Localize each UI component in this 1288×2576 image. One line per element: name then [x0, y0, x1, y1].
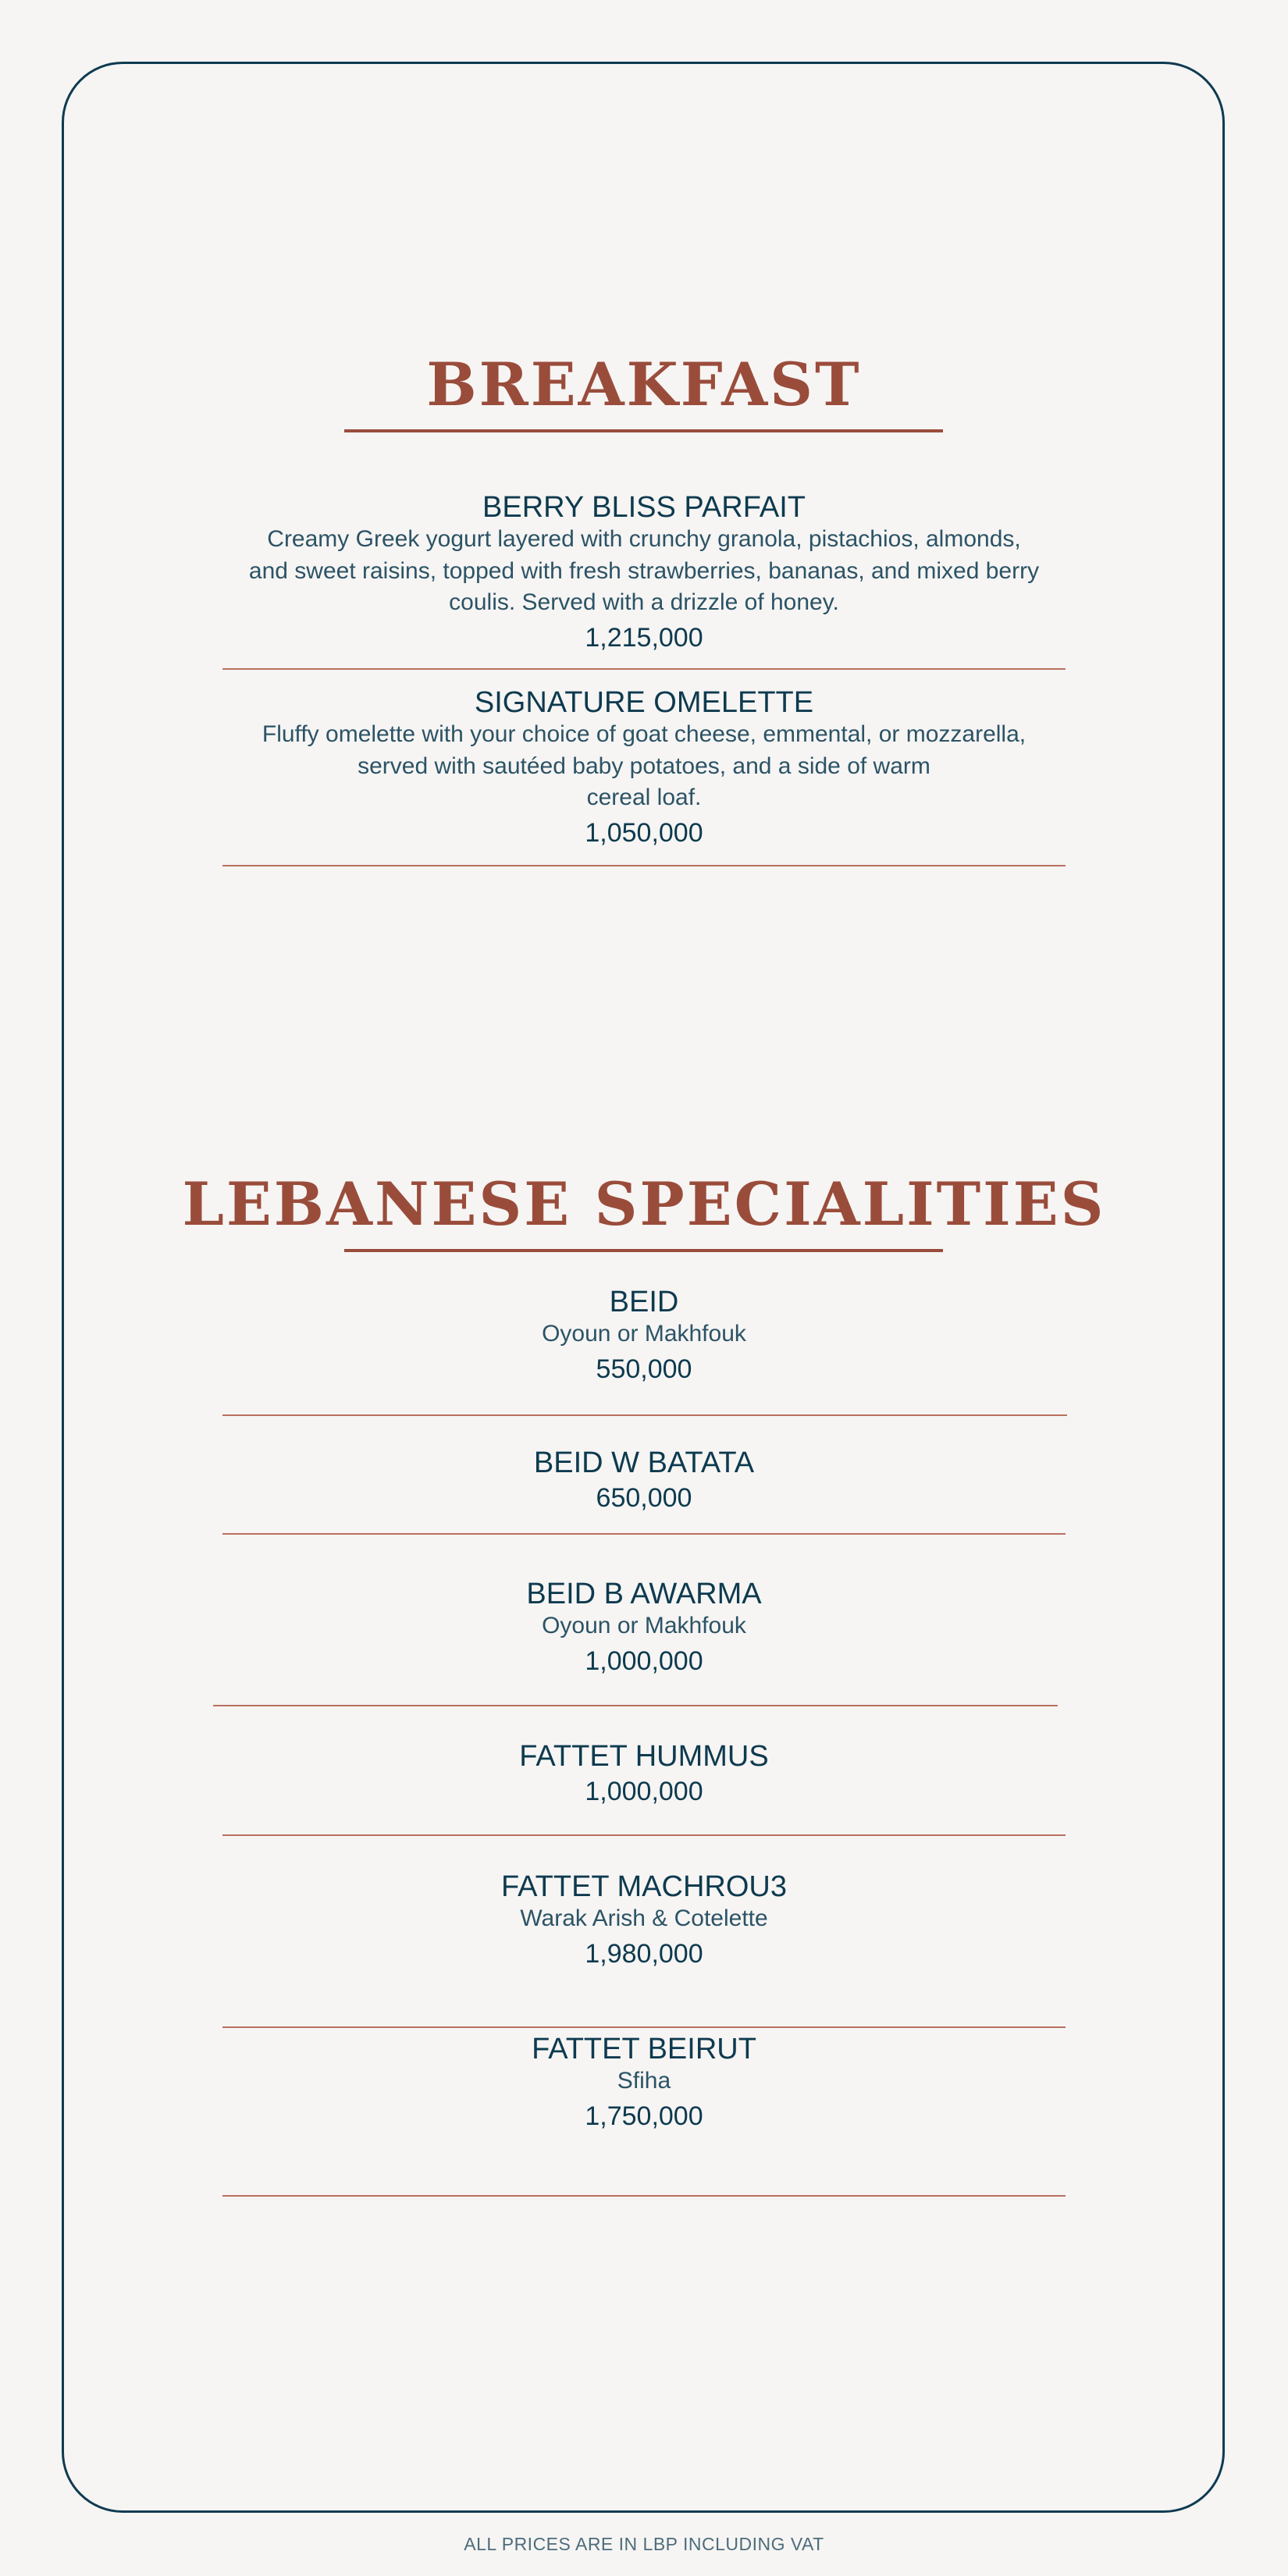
section-title-lebanese-specialities: LEBANESE SPECIALITIES [182, 1169, 1106, 1239]
section-title-underline [344, 1249, 943, 1252]
desc-line: Creamy Greek yogurt layered with crunchy granola, pistachios, almonds, [267, 526, 1021, 553]
menu-item-beid-w-batata [0, 1447, 1288, 1515]
item-divider [222, 865, 1066, 866]
section-title-breakfast: BREAKFAST [426, 350, 862, 419]
item-divider [222, 2195, 1066, 2197]
item-price: 1,215,000 [585, 622, 703, 653]
desc-line: Fluffy omelette with your choice of goat cheese, emmental, or mozzarella, [262, 721, 1026, 748]
item-name: BERRY BLISS PARFAIT [482, 491, 806, 524]
item-description [0, 524, 1288, 619]
item-divider [222, 2026, 1066, 2028]
item-name: BEID [609, 1286, 679, 1318]
menu-item-berry-bliss-parfait [0, 492, 1288, 655]
menu-item-beid [0, 1286, 1288, 1386]
desc-line: cereal loaf. [586, 785, 702, 811]
item-name: FATTET BEIRUT [532, 2033, 756, 2065]
desc-line: served with sautéed baby potatoes, and a side of warm [358, 753, 930, 779]
item-name: BEID W BATATA [533, 1446, 755, 1479]
item-divider [222, 668, 1066, 670]
item-divider [222, 1834, 1066, 1836]
item-divider [222, 1533, 1066, 1535]
section-title-underline [344, 429, 943, 432]
item-name: FATTET MACHROU3 [501, 1870, 787, 1903]
menu-item-beid-b-awarma [0, 1578, 1288, 1678]
menu-item-fattet-machrou3 [0, 1871, 1288, 1971]
item-divider [213, 1705, 1058, 1706]
item-name: FATTET HUMMUS [519, 1740, 769, 1773]
item-divider [222, 1414, 1067, 1416]
item-price: 1,000,000 [585, 1777, 703, 1807]
item-price: 1,000,000 [585, 1646, 703, 1676]
item-description: Sfiha [617, 2068, 671, 2094]
item-price: 650,000 [596, 1483, 692, 1514]
desc-line: and sweet raisins, topped with fresh strawberries, bananas, and mixed berry [248, 557, 1040, 584]
item-name: BEID B AWARMA [526, 1578, 762, 1610]
item-name: SIGNATURE OMELETTE [474, 686, 814, 719]
item-description [0, 719, 1288, 814]
item-price: 1,980,000 [585, 1938, 703, 1969]
menu-item-fattet-hummus [0, 1741, 1288, 1809]
footer-note: ALL PRICES ARE IN LBP INCLUDING VAT [464, 2534, 824, 2554]
item-description: Oyoun or Makhfouk [542, 1613, 746, 1639]
item-description: Warak Arish & Cotelette [520, 1905, 768, 1932]
menu-item-signature-omelette [0, 687, 1288, 850]
item-price: 1,750,000 [585, 2101, 703, 2131]
menu-item-fattet-beirut [0, 2033, 1288, 2133]
item-price: 550,000 [596, 1354, 692, 1384]
item-price: 1,050,000 [585, 817, 703, 848]
desc-line: coulis. Served with a drizzle of honey. [449, 589, 839, 616]
item-description: Oyoun or Makhfouk [542, 1321, 746, 1347]
